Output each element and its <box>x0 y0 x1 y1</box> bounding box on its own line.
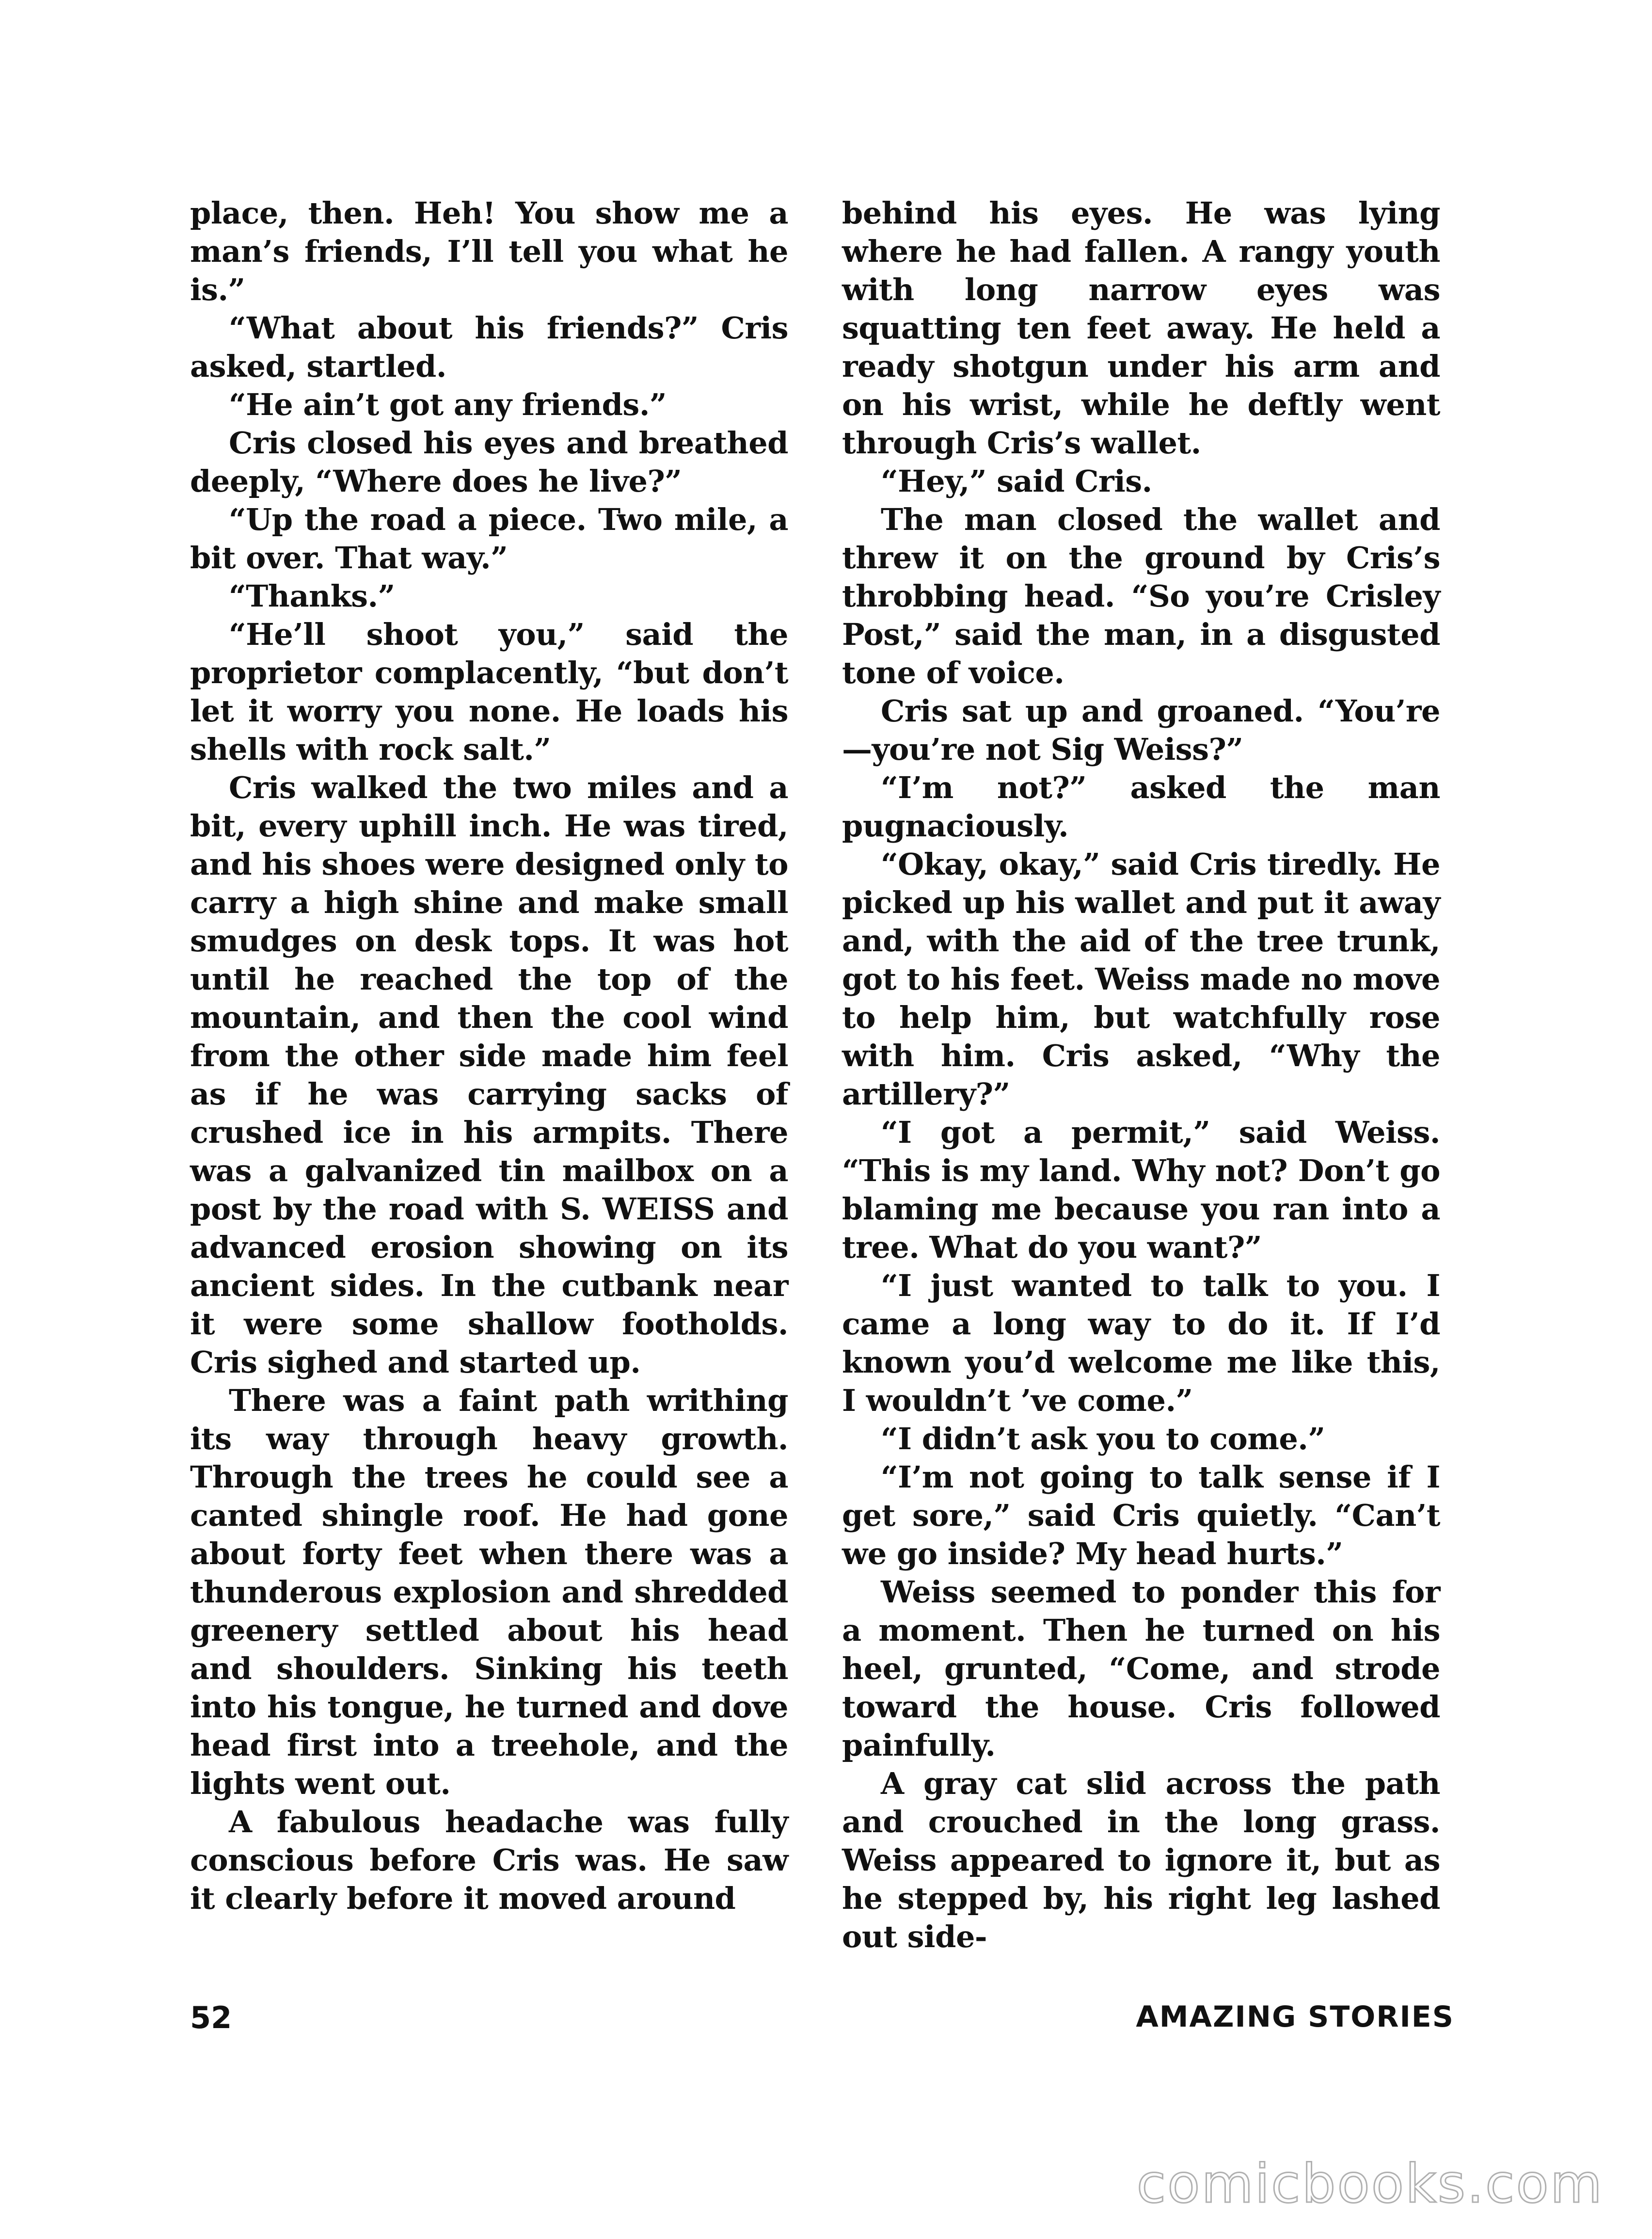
paragraph: “What about his friends?” Cris asked, startled. <box>190 310 788 384</box>
paragraph: “I didn’t ask you to come.” <box>881 1421 1325 1456</box>
paragraph: There was a faint path writhing its way through heavy growth. Through the trees he could see a canted shingle roof. He had gone about forty feet when there was a thunderous explosion and shredded greenery settled about his head and shoulders. Sinking his teeth into his tongue, he turned and dove head first into a treehole, and the lights went out. <box>190 1383 788 1801</box>
paragraph: “Thanks.” <box>229 578 395 614</box>
paragraph: Weiss seemed to ponder this for a moment. Then he turned on his heel, grunted, “Come, and strode toward the house. Cris followed painfully. <box>842 1574 1440 1763</box>
page-number: 52 <box>190 2000 232 2035</box>
running-footer-title: AMAZING STORIES <box>1136 2000 1454 2034</box>
left-text-column <box>190 194 788 1918</box>
paragraph: “I’m not going to talk sense if I get sore,” said Cris quietly. “Can’t we go inside? My head hurts.” <box>842 1459 1440 1571</box>
paragraph: Cris closed his eyes and breathed deeply, “Where does he live?” <box>190 425 788 499</box>
paragraph: behind his eyes. He was lying where he had fallen. A rangy youth with long narrow eyes was squatting ten feet away. He held a ready shotgun under his arm and on his wrist, while he deftly went through Cris’s wallet. <box>842 195 1440 461</box>
right-text-column <box>842 194 1440 1956</box>
paragraph: The man closed the wallet and threw it on the ground by Cris’s throbbing head. “So you’re Crisley Post,” said the man, in a disgusted tone of voice. <box>842 502 1440 690</box>
paragraph: “Okay, okay,” said Cris tiredly. He picked up his wallet and put it away and, with the aid of the tree trunk, got to his feet. Weiss made no move to help him, but watchfully rose with him. Cris asked, “Why the artillery?” <box>842 847 1440 1112</box>
paragraph: “He ain’t got any friends.” <box>229 387 667 422</box>
paragraph: A fabulous headache was fully conscious before Cris was. He saw it clearly before it moved around <box>190 1804 788 1916</box>
paragraph: Cris sat up and groaned. “You’re—you’re not Sig Weiss?” <box>842 693 1440 767</box>
paragraph: A gray cat slid across the path and crouched in the long grass. Weiss appeared to ignore it, but as he stepped by, his right leg lashed out side- <box>842 1766 1440 1954</box>
paragraph: “Up the road a piece. Two mile, a bit over. That way.” <box>190 502 788 576</box>
paragraph: place, then. Heh! You show me a man’s friends, I’ll tell you what he is.” <box>190 195 788 307</box>
paragraph: “He’ll shoot you,” said the proprietor complacently, “but don’t let it worry you none. He loads his shells with rock salt.” <box>190 617 788 767</box>
paragraph: “I got a permit,” said Weiss. “This is my land. Why not? Don’t go blaming me because you ran into a tree. What do you want?” <box>842 1115 1440 1265</box>
watermark-logo: comicbooks.com <box>1136 2153 1604 2215</box>
paragraph: Cris walked the two miles and a bit, every uphill inch. He was tired, and his shoes were designed only to carry a high shine and make small smudges on desk tops. It was hot until he reached the top of the mountain, and then the cool wind from the other side made him feel as if he was carrying sacks of crushed ice in his armpits. There was a galvanized tin mailbox on a post by the road with S. WEISS and advanced erosion showing on its ancient sides. In the cutbank near it were some shallow footholds. Cris sighed and started up. <box>190 770 788 1380</box>
paragraph: “I’m not?” asked the man pugnaciously. <box>842 770 1440 844</box>
paragraph: “Hey,” said Cris. <box>881 464 1152 499</box>
paragraph: “I just wanted to talk to you. I came a long way to do it. If I’d known you’d welcome me like this, I wouldn’t ’ve come.” <box>842 1268 1440 1418</box>
